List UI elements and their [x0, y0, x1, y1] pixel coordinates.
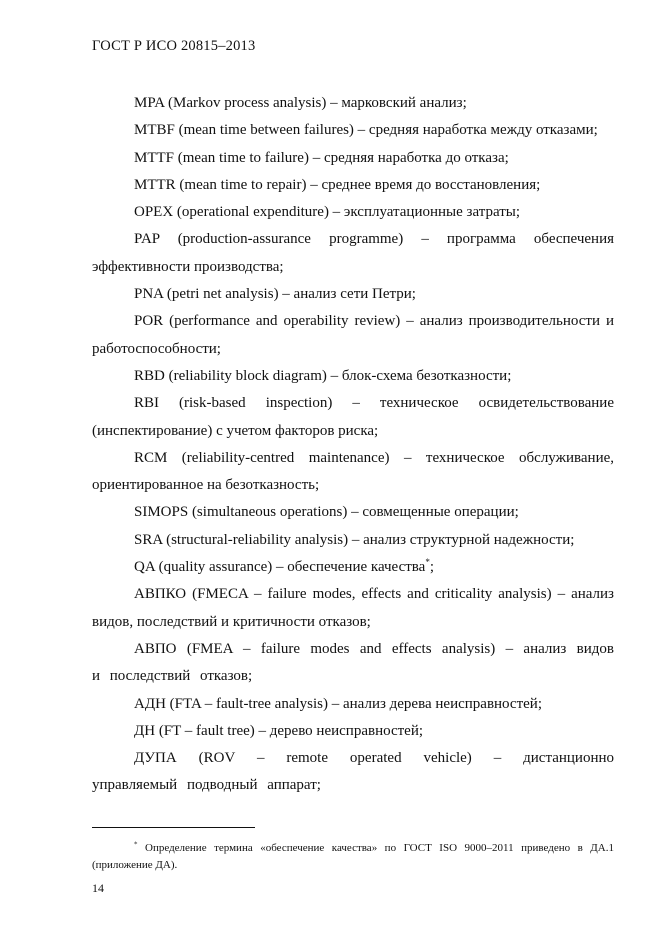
- abbreviation-entry-dupa: ДУПА (ROV – remote operated vehicle) – дистанционно управляемый подводный аппарат;: [92, 750, 614, 794]
- abbreviation-list: [92, 90, 614, 800]
- abbreviation-entry-qa: [92, 554, 614, 581]
- footnote: [92, 840, 614, 874]
- abbreviation-entry-mpa: MPA (Markov process analysis) – марковский анализ;: [134, 95, 467, 111]
- abbreviation-entry-sra: SRA (structural-reliability analysis) – анализ структурной надежности;: [134, 531, 575, 548]
- abbreviation-entry-rcm: RCM (reliability-centred maintenance) – техническое обслуживание, ориентированное на безотказность;: [92, 449, 614, 494]
- abbreviation-entry-dn: ДН (FT – fault tree) – дерево неисправностей;: [134, 722, 424, 739]
- abbreviation-entry-mttf: MTTF (mean time to failure) – средняя наработка до отказа;: [134, 149, 509, 166]
- abbreviation-entry-pna: PNA (petri net analysis) – анализ сети Петри;: [134, 286, 416, 303]
- footnote-divider: [92, 827, 255, 828]
- abbreviation-entry-por: POR (performance and operability review) – анализ производительности и работоспособности;: [92, 313, 614, 357]
- abbreviation-entry-rbi: RBI (risk-based inspection) – техническое освидетельствование (инспектирование) с учетом факторов риска;: [92, 395, 614, 439]
- page-header: ГОСТ Р ИСО 20815–2013: [92, 38, 256, 54]
- footnote-text: Определение термина «обеспечение качества» по ГОСТ ISO 9000–2011 приведено в ДА.1 (приложение ДА).: [92, 842, 614, 871]
- abbreviation-entry-simops: SIMOPS (simultaneous operations) – совмещенные операции;: [134, 504, 519, 521]
- abbreviation-entry-pap: PAP (production-assurance programme) – программа обеспечения эффективности производства;: [92, 231, 614, 275]
- qa-entry-text: QA (quality assurance) – обеспечение качества: [134, 559, 426, 576]
- abbreviation-entry-rbd: RBD (reliability block diagram) – блок-схема безотказности;: [134, 367, 512, 384]
- qa-entry-suffix: ;: [429, 559, 435, 576]
- footnote-marker: *: [425, 557, 430, 568]
- abbreviation-entry-mttr: MTTR (mean time to repair) – среднее время до восстановления;: [134, 176, 541, 193]
- abbreviation-entry-avpo: АВПО (FMEA – failure modes and effects analysis) – анализ видов и последствий отказов;: [92, 640, 614, 685]
- page-number: 14: [92, 881, 104, 895]
- abbreviation-entry-adn: АДН (FTA – fault-tree analysis) – анализ дерева неисправностей;: [134, 695, 542, 712]
- footnote-marker-ref: *: [134, 840, 138, 849]
- abbreviation-entry-opex: OPEX (operational expenditure) – эксплуатационные затраты;: [134, 204, 521, 221]
- abbreviation-entry-mtbf: MTBF (mean time between failures) – средняя наработка между отказами;: [134, 122, 598, 139]
- abbreviation-entry-avpko: АВПКО (FMECA – failure modes, effects and criticality analysis) – анализ видов, последствий и критичности отказов;: [92, 586, 614, 630]
